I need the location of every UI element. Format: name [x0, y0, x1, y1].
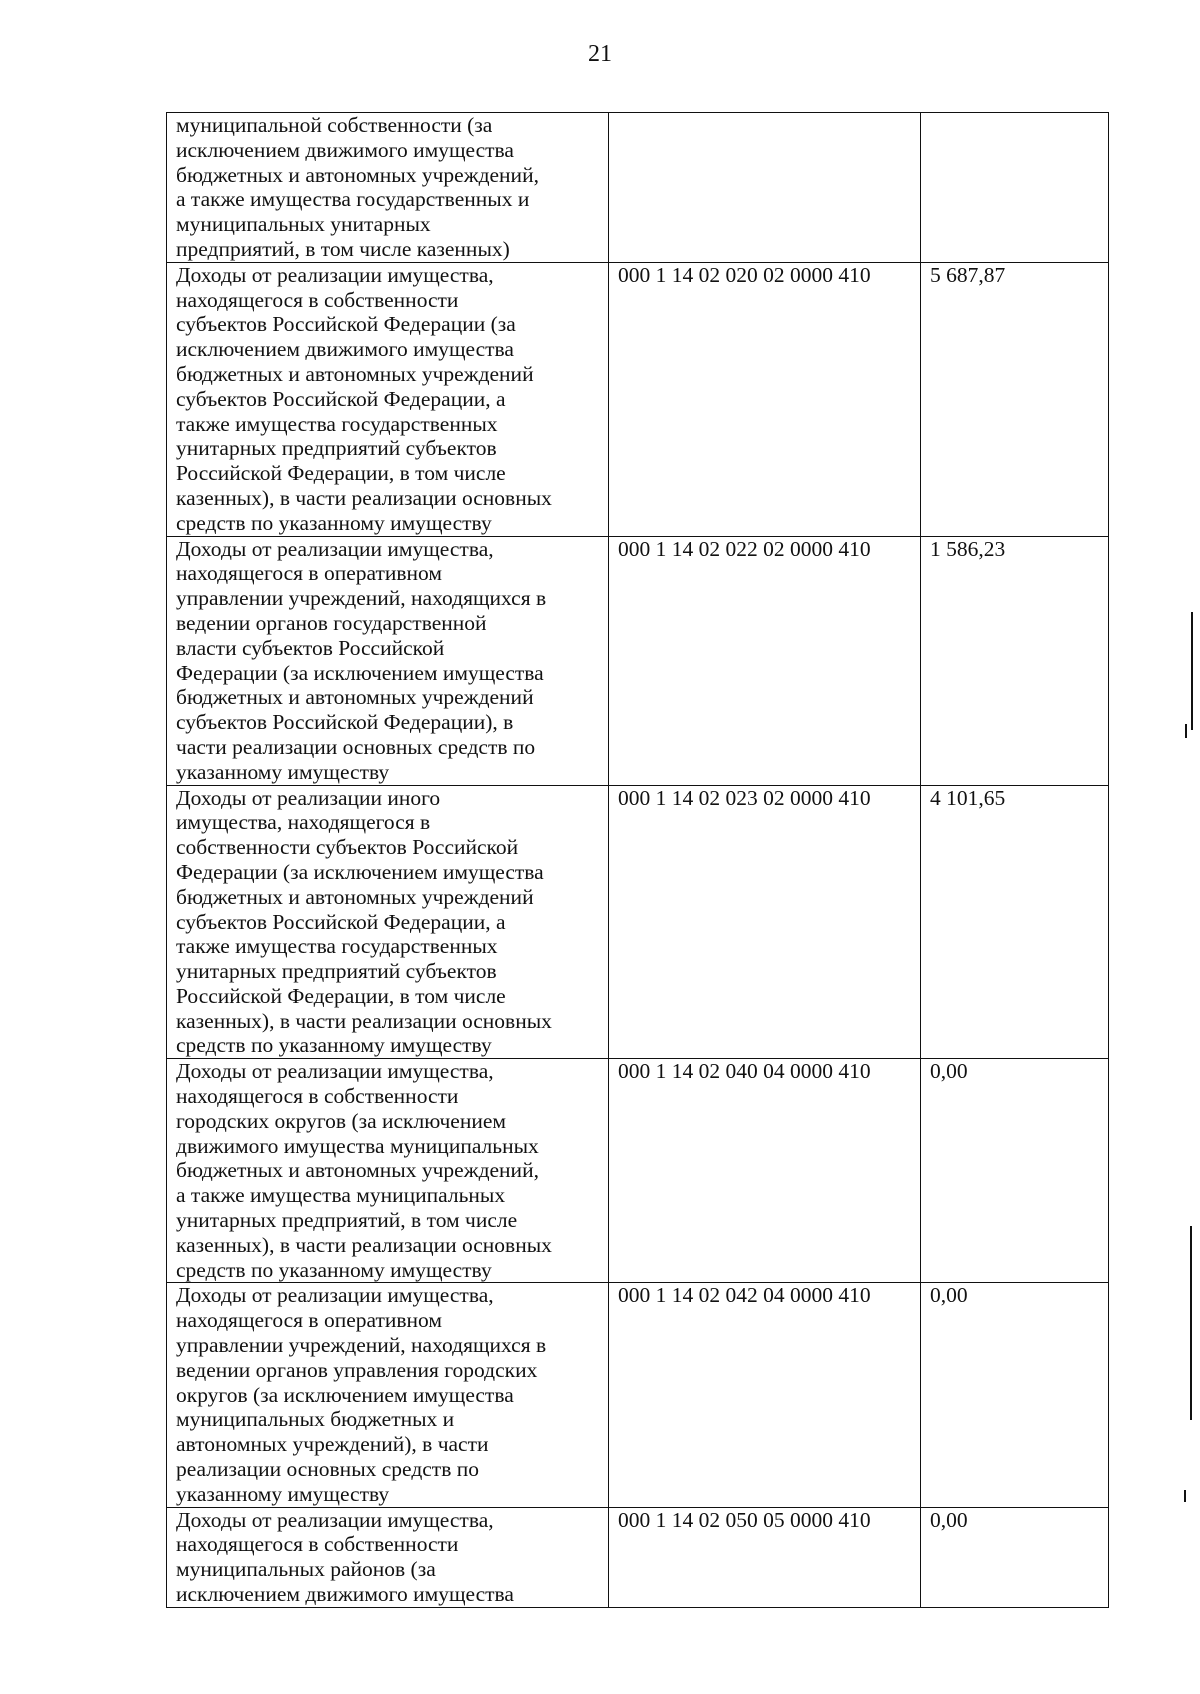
- income-amount: 0,00: [930, 1283, 968, 1308]
- income-code-cell: [609, 1283, 921, 1507]
- table-row: [167, 1059, 1109, 1283]
- income-amount: 5 687,87: [930, 262, 1006, 287]
- income-code: 000 1 14 02 040 04 0000 410: [618, 1059, 871, 1084]
- scan-artifact-mark: [1190, 1226, 1192, 1420]
- income-name: Доходы от реализации иного имущества, находящегося в собственности субъектов Российской Федерации (за исключением имущества бюджетных и автономных учреждений субъектов Российской Федерации, а также имущества государственных унитарных предприятий субъектов Российской Федерации, в том числе казенных), в части реализации основных средств по указанному имуществу: [176, 785, 552, 1058]
- income-amount-cell: [921, 1059, 1109, 1283]
- income-code: 000 1 14 02 050 05 0000 410: [618, 1507, 871, 1532]
- income-code-cell: [609, 1507, 921, 1607]
- income-name: муниципальной собственности (за исключением движимого имущества бюджетных и автономных учреждений, а также имущества государственных и муниципальных унитарных предприятий, в том числе казенных): [176, 113, 539, 261]
- income-code: 000 1 14 02 042 04 0000 410: [618, 1283, 871, 1308]
- income-amount-cell: [921, 536, 1109, 785]
- income-code-cell: [609, 536, 921, 785]
- income-code: 000 1 14 02 020 02 0000 410: [618, 262, 871, 287]
- table-row: [167, 785, 1109, 1059]
- income-name-cell: [167, 1507, 609, 1607]
- income-name-cell: [167, 113, 609, 263]
- income-name-cell: [167, 1283, 609, 1507]
- income-name: Доходы от реализации имущества, находящегося в собственности городских округов (за исключением движимого имущества муниципальных бюджетных и автономных учреждений, а также имущества муниципальных унитарных предприятий, в том числе казенных), в части реализации основных средств по указанному имуществу: [176, 1059, 552, 1282]
- table-row: [167, 536, 1109, 785]
- income-name: Доходы от реализации имущества, находящегося в собственности муниципальных районов (за исключением движимого имущества: [176, 1507, 514, 1607]
- income-name-cell: [167, 785, 609, 1059]
- income-code: 000 1 14 02 022 02 0000 410: [618, 536, 871, 561]
- income-amount-cell: [921, 1283, 1109, 1507]
- table-row: [167, 113, 1109, 263]
- income-name: Доходы от реализации имущества, находящегося в собственности субъектов Российской Федерации (за исключением движимого имущества бюджетных и автономных учреждений субъектов Российской Федерации, а также имущества государственных унитарных предприятий субъектов Российской Федерации, в том числе казенных), в части реализации основных средств по указанному имуществу: [176, 262, 552, 535]
- income-code-cell: [609, 262, 921, 536]
- income-amount-cell: [921, 785, 1109, 1059]
- table-row: [167, 1283, 1109, 1507]
- income-code-cell: [609, 1059, 921, 1283]
- income-amount: 1 586,23: [930, 536, 1006, 561]
- income-name-cell: [167, 262, 609, 536]
- income-name-cell: [167, 1059, 609, 1283]
- income-amount: 4 101,65: [930, 785, 1006, 810]
- scan-artifact-mark: [1184, 1490, 1186, 1502]
- income-name: Доходы от реализации имущества, находящегося в оперативном управлении учреждений, находящихся в ведении органов государственной власти субъектов Российской Федерации (за исключением имущества бюджетных и автономных учреждений субъектов Российской Федерации), в части реализации основных средств по указанному имуществу: [176, 536, 547, 784]
- income-code: 000 1 14 02 023 02 0000 410: [618, 785, 871, 810]
- income-name: Доходы от реализации имущества, находящегося в оперативном управлении учреждений, находящихся в ведении органов управления городских округов (за исключением имущества муниципальных бюджетных и автономных учреждений), в части реализации основных средств по указанному имуществу: [176, 1283, 547, 1506]
- table-row: [167, 262, 1109, 536]
- income-code-cell: [609, 113, 921, 263]
- income-amount: 0,00: [930, 1507, 968, 1532]
- table-row: [167, 1507, 1109, 1607]
- scan-artifact-mark: [1185, 724, 1187, 738]
- page-number: 21: [588, 41, 612, 67]
- income-table: [166, 112, 1109, 1608]
- income-amount: 0,00: [930, 1059, 968, 1084]
- income-name-cell: [167, 536, 609, 785]
- income-amount-cell: [921, 262, 1109, 536]
- income-amount-cell: [921, 1507, 1109, 1607]
- scan-artifact-mark: [1191, 612, 1193, 730]
- income-amount-cell: [921, 113, 1109, 263]
- income-code-cell: [609, 785, 921, 1059]
